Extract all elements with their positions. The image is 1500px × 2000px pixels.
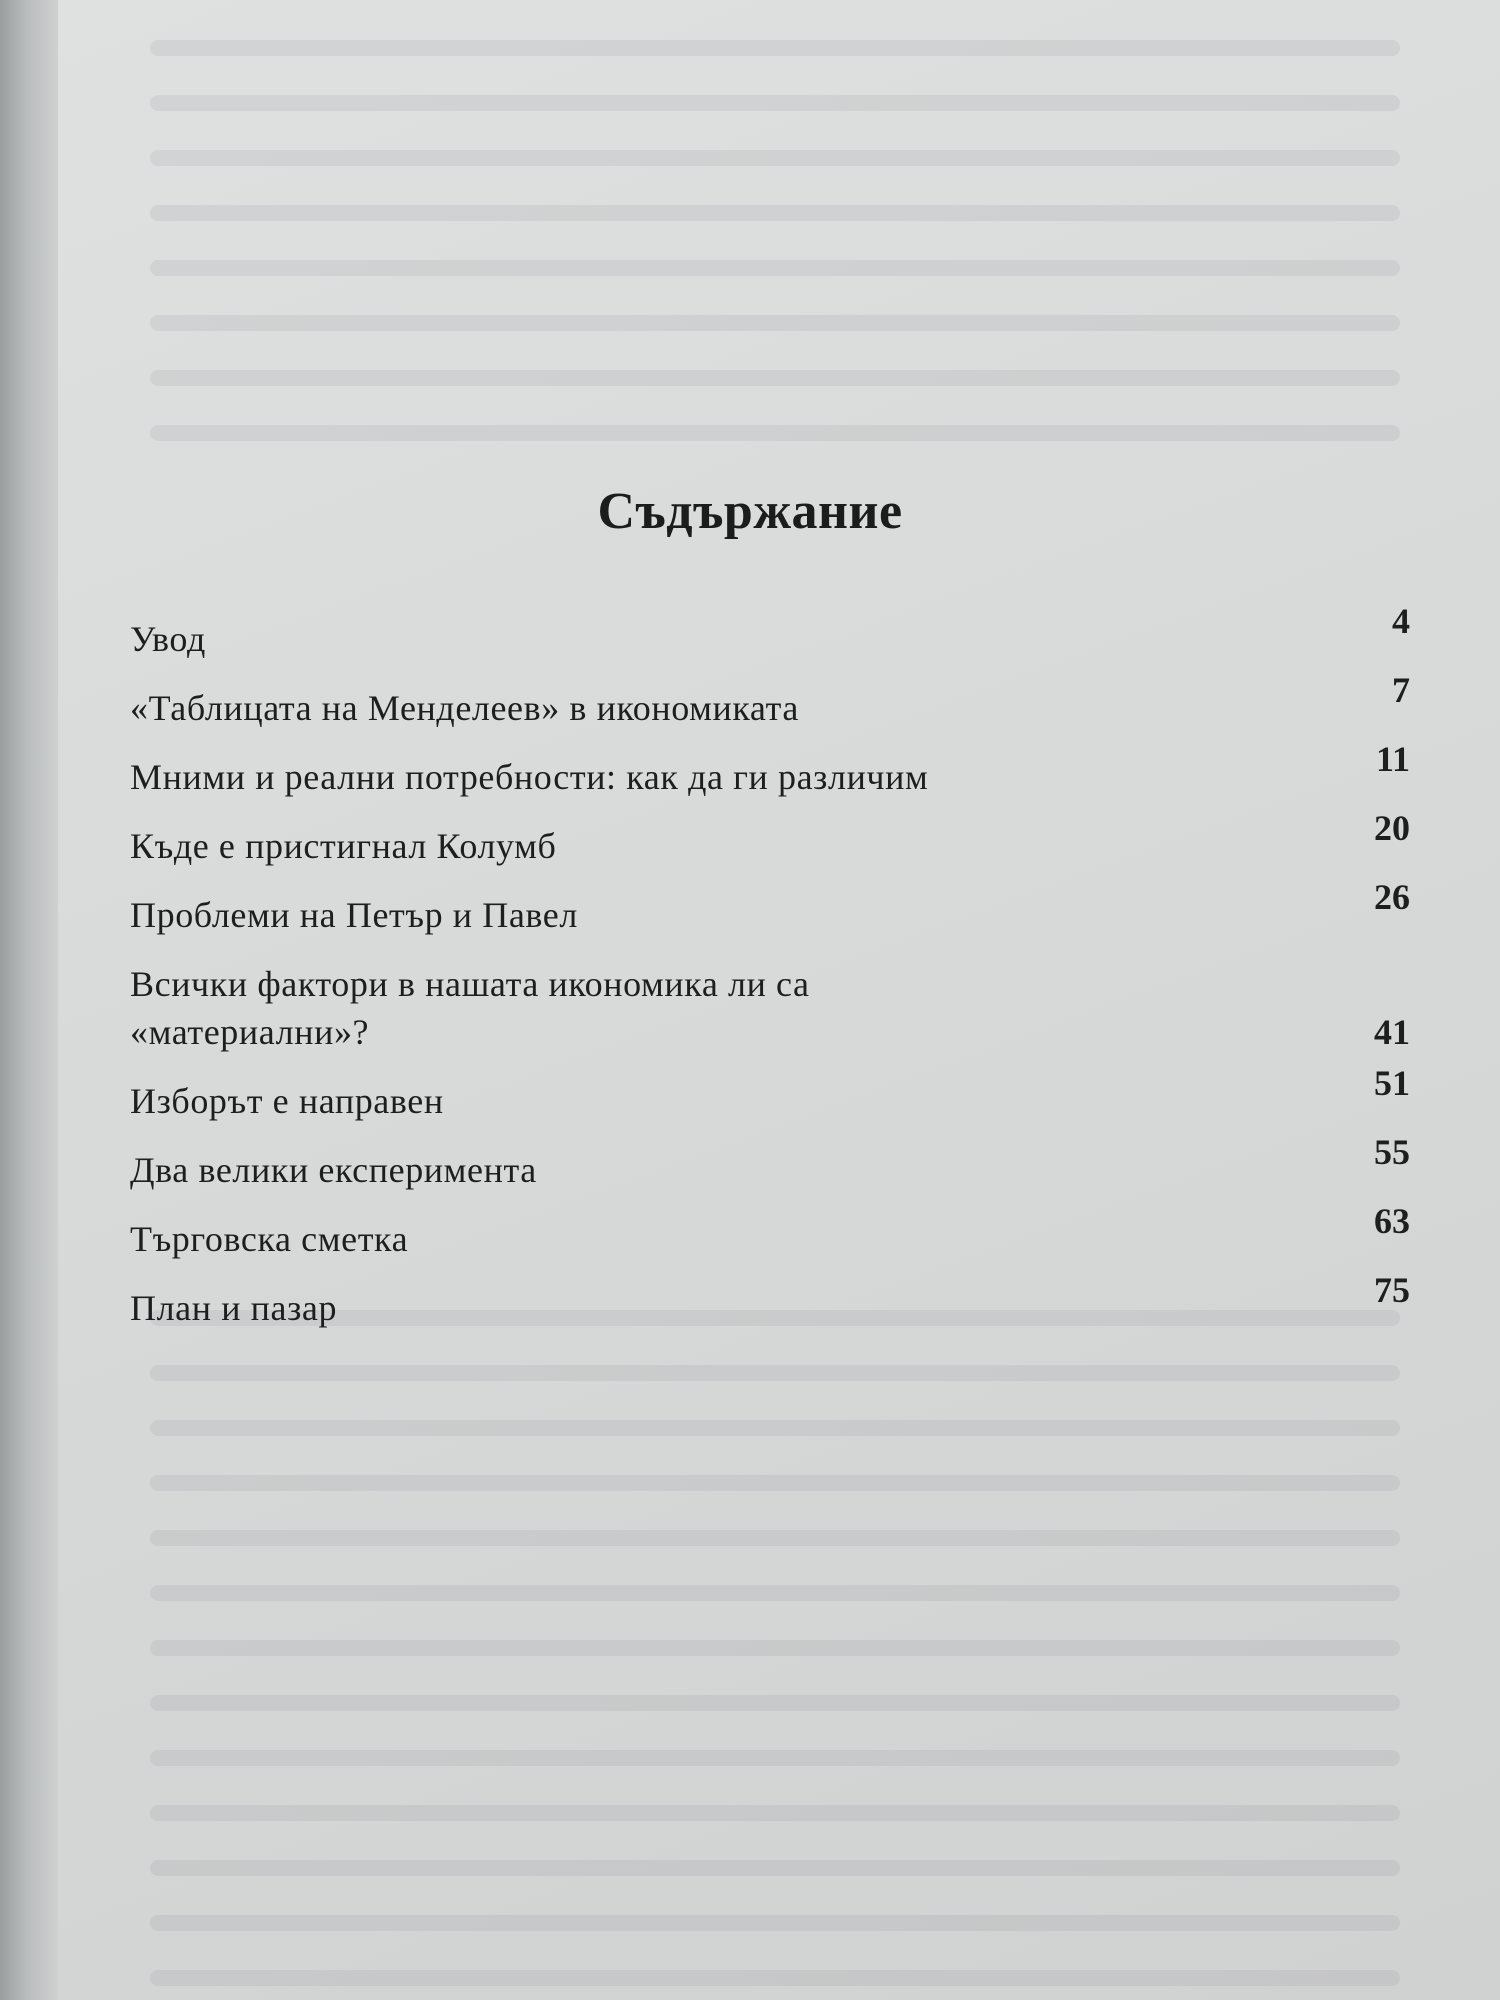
toc-entry-title: Изборът е направен [130,1081,444,1121]
toc-entry-title: «Таблицата на Менделеев» в икономиката [130,688,799,728]
toc-entry-title: Проблеми на Петър и Павел [130,895,578,935]
bleed-through-text [150,1805,1400,1821]
bleed-through-text [150,260,1400,276]
toc-entry-title: Мними и реални потребности: как да ги различим [130,757,929,797]
toc-entry-page: 20 [1374,808,1410,848]
toc-entry-page: 41 [1374,1012,1410,1052]
bleed-through-text [150,1420,1400,1436]
book-spine-shadow [0,0,58,2000]
toc-entry-page: 75 [1374,1270,1410,1310]
table-of-contents [130,601,1410,1353]
toc-entry-title-line: «материални»? [130,1012,370,1052]
contents-heading: Съдържание [597,483,903,540]
bleed-through-text [150,425,1400,441]
bleed-through-text [150,1530,1400,1546]
toc-entry-title: План и пазар [130,1288,338,1328]
toc-entry-title: Къде е пристигнал Колумб [130,826,557,866]
toc-entry[interactable] [130,877,1410,939]
toc-entry[interactable] [130,601,1410,663]
bleed-through-text [150,1860,1400,1876]
toc-entry-page: 7 [1392,670,1410,710]
bleed-through-text [150,1640,1400,1656]
bleed-through-text [150,1970,1400,1986]
toc-entry[interactable] [130,808,1410,870]
bleed-through-text [150,1695,1400,1711]
bleed-through-text [150,205,1400,221]
toc-entry-page: 11 [1375,739,1410,779]
bleed-through-text [150,315,1400,331]
bleed-through-text [150,150,1400,166]
toc-entry[interactable] [130,1201,1410,1263]
bleed-through-text [150,1475,1400,1491]
toc-entry-page: 4 [1392,601,1410,641]
bleed-through-text [150,95,1400,111]
bleed-through-text [150,1915,1400,1931]
toc-entry-page: 55 [1374,1132,1410,1172]
toc-entry-page: 51 [1374,1063,1410,1103]
toc-entry-title-line: Всички фактори в нашата икономика ли са [130,964,810,1004]
toc-entry[interactable] [130,1063,1410,1125]
toc-entry[interactable] [130,1270,1410,1332]
bleed-through-text [150,370,1400,386]
toc-entry[interactable] [130,670,1410,732]
toc-entry[interactable] [130,1132,1410,1194]
bleed-through-text [150,1365,1400,1381]
toc-entry-page: 63 [1374,1201,1410,1241]
bleed-through-text [150,1585,1400,1601]
toc-entry-title: Два велики експеримента [130,1150,537,1190]
toc-entry-title: Увод [130,619,206,659]
toc-entry-title: Търговска сметка [130,1219,409,1259]
toc-entry[interactable] [130,960,1410,1056]
toc-entry[interactable] [130,739,1410,801]
bleed-through-text [150,1750,1400,1766]
toc-entry-page: 26 [1374,877,1410,917]
bleed-through-text [150,40,1400,56]
toc-entry-title [130,960,810,1056]
